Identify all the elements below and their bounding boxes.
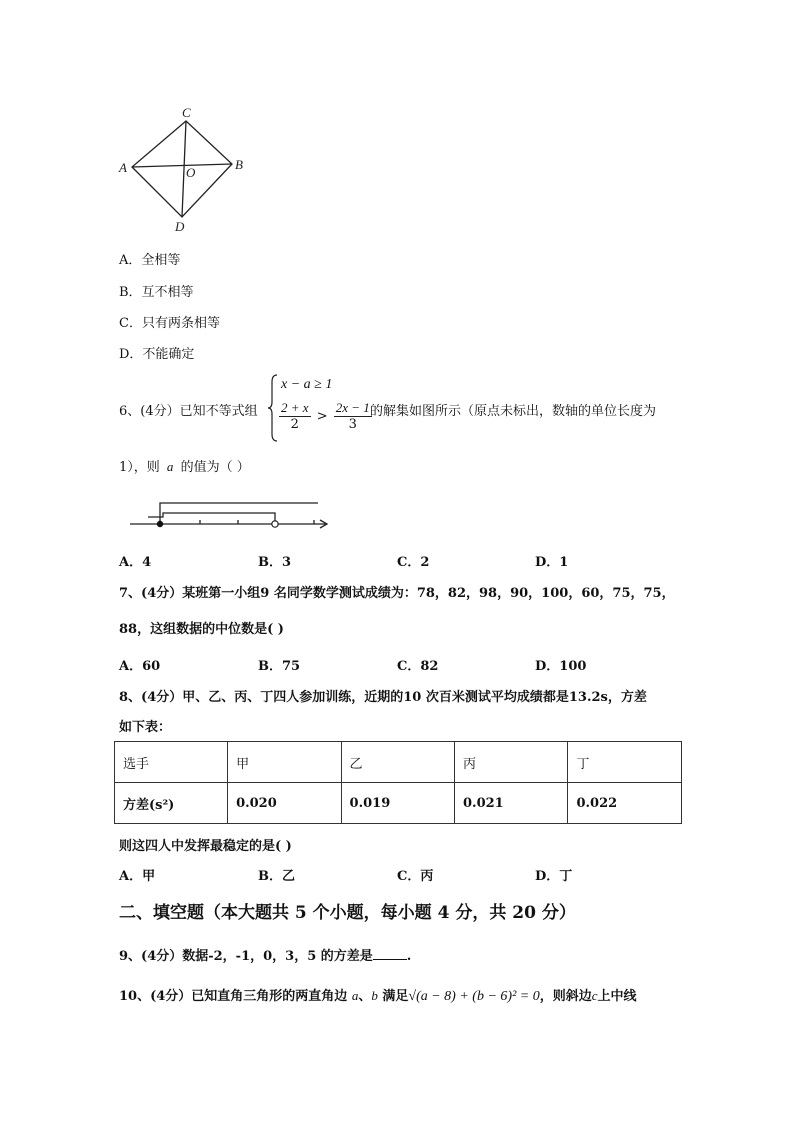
q9-end: . bbox=[406, 949, 412, 964]
system-brace bbox=[268, 374, 278, 442]
answer-blank bbox=[373, 947, 407, 960]
q10-var-c: c bbox=[591, 988, 598, 1003]
q9-text: 9、(4分）数据-2，-1，0，3，5 的方差是 bbox=[119, 949, 373, 964]
q5-option-d: D．不能确定 bbox=[119, 347, 195, 362]
q6-line2 bbox=[119, 456, 250, 475]
vertex-label-d: D bbox=[175, 219, 185, 234]
closed-endpoint bbox=[157, 521, 163, 527]
q10-line bbox=[119, 985, 637, 1005]
q8-option-d: D．丁 bbox=[535, 869, 573, 884]
table-cell: 0.020 bbox=[228, 783, 341, 824]
q8-line2: 如下表： bbox=[119, 720, 172, 735]
rhombus-diagram bbox=[112, 100, 252, 235]
table-cell: 0.019 bbox=[341, 783, 454, 824]
q5-option-b: B．互不相等 bbox=[119, 285, 194, 300]
table-cell: 乙 bbox=[341, 742, 454, 783]
q6-suffix: 的解集如图所示（原点未标出，数轴的单位长度为 bbox=[370, 404, 657, 419]
q6-frac1-denominator: 2 bbox=[290, 417, 299, 432]
q8-question: 则这四人中发挥最稳定的是( ) bbox=[119, 839, 292, 854]
open-endpoint bbox=[272, 521, 278, 527]
q10-var-b: b bbox=[371, 988, 378, 1003]
solution-bracket-left bbox=[148, 513, 275, 524]
q6-frac2-numerator: 2x − 1 bbox=[335, 400, 370, 415]
q6-option-a: A．4 bbox=[119, 555, 152, 570]
q10-sep: 、 bbox=[358, 989, 372, 1004]
q6-option-b: B．3 bbox=[258, 555, 292, 570]
q7-option-a: A．60 bbox=[119, 659, 161, 674]
q6-fraction-1 bbox=[279, 400, 311, 432]
q6-frac1-numerator: 2 + x bbox=[281, 400, 309, 415]
q7-line2: 88，这组数据的中位数是( ) bbox=[119, 622, 284, 637]
number-line-diagram bbox=[128, 496, 332, 532]
table-header-row bbox=[115, 742, 682, 783]
table-cell: 甲 bbox=[228, 742, 341, 783]
vertex-label-b: B bbox=[235, 157, 243, 172]
diagonal-ab bbox=[132, 164, 232, 167]
q8-option-b: B．乙 bbox=[258, 869, 295, 884]
q10-formula: √(a − 8) + (b − 6)² = 0 bbox=[408, 989, 540, 1004]
table-cell: 方差(s²) bbox=[115, 783, 228, 824]
q6-frac2-denominator: 3 bbox=[348, 417, 357, 432]
table-cell: 选手 bbox=[115, 742, 228, 783]
q6-option-c: C．2 bbox=[397, 555, 430, 570]
q9-line bbox=[119, 945, 411, 964]
q6-line2-a: 1），则 bbox=[119, 460, 160, 475]
vertex-label-a: A bbox=[119, 160, 127, 175]
q6-inequality-2 bbox=[279, 400, 372, 432]
q5-option-a: A．全相等 bbox=[119, 253, 181, 268]
q8-option-c: C．丙 bbox=[397, 869, 434, 884]
q6-fraction-2 bbox=[334, 400, 372, 432]
table-row bbox=[115, 783, 682, 824]
q7-option-b: B．75 bbox=[258, 659, 301, 674]
variance-table bbox=[114, 741, 682, 824]
q6-var-a: a bbox=[166, 459, 174, 474]
q5-option-c: C．只有两条相等 bbox=[119, 316, 220, 331]
table-cell: 丙 bbox=[455, 742, 568, 783]
q6-prefix: 6、(4分）已知不等式组 bbox=[119, 404, 258, 419]
table-cell: 0.022 bbox=[568, 783, 682, 824]
q7-line1: 7、(4分）某班第一小组9 名同学数学测试成绩为：78，82，98，90，100，60，75，75， bbox=[119, 586, 675, 601]
q10-end: 上中线 bbox=[597, 989, 637, 1004]
q6-line2-b: 的值为（ ） bbox=[180, 460, 250, 475]
q10-var-a: a bbox=[351, 988, 359, 1003]
q6-inequality-1: x − a ≥ 1 bbox=[281, 377, 333, 392]
vertex-label-o: O bbox=[186, 165, 196, 180]
q10-prefix: 10、(4分）已知直角三角形的两直角边 bbox=[119, 989, 348, 1004]
q6-gt-sign: > bbox=[316, 408, 328, 424]
q7-option-d: D．100 bbox=[535, 659, 587, 674]
q8-line1: 8、(4分）甲、乙、丙、丁四人参加训练，近期的10 次百米测试平均成绩都是13.2s，方差 bbox=[119, 690, 647, 705]
vertex-label-c: C bbox=[182, 105, 191, 120]
section-title: 二、填空题（本大题共 5 个小题，每小题 4 分，共 20 分） bbox=[119, 903, 576, 923]
q10-suffix: ，则斜边 bbox=[539, 989, 592, 1004]
q8-option-a: A．甲 bbox=[119, 869, 156, 884]
table-cell: 0.021 bbox=[455, 783, 568, 824]
table-cell: 丁 bbox=[568, 742, 682, 783]
q10-mid: 满足 bbox=[382, 989, 409, 1004]
q6-option-d: D．1 bbox=[535, 555, 569, 570]
q7-option-c: C．82 bbox=[397, 659, 439, 674]
